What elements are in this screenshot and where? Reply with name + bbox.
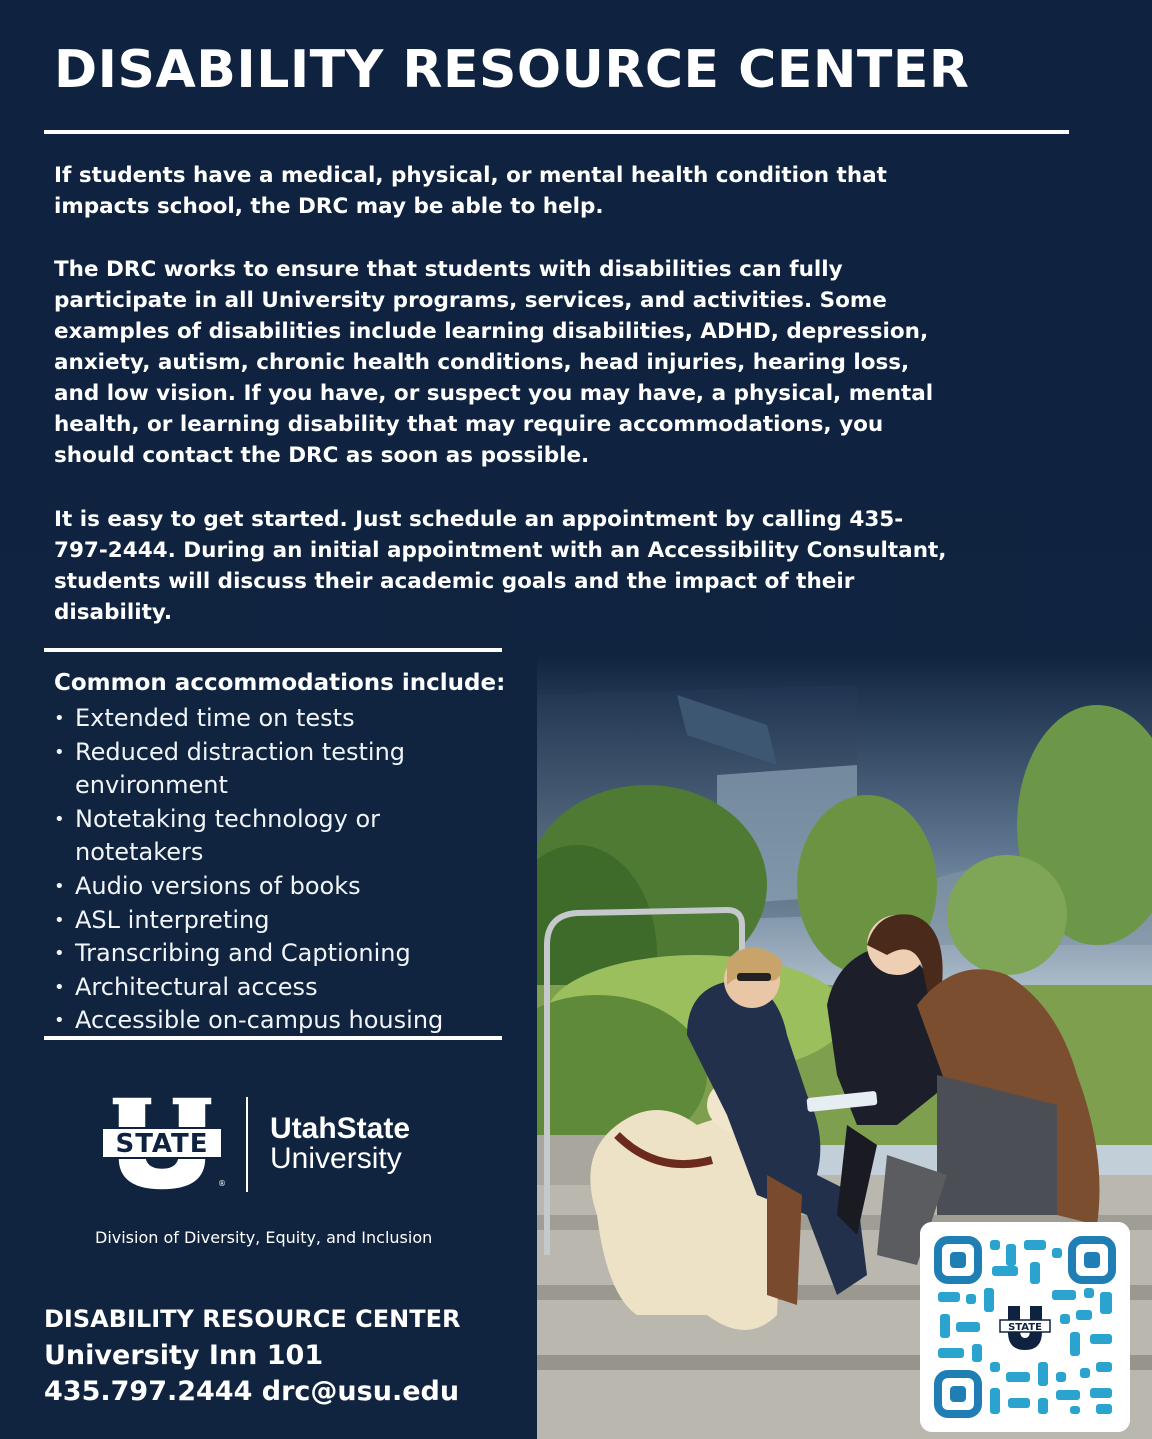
list-item — [54, 870, 514, 904]
svg-text:STATE: STATE — [1008, 1322, 1042, 1333]
list-item — [54, 702, 514, 736]
usu-wordmark — [270, 1114, 410, 1174]
svg-text:®: ® — [218, 1179, 226, 1188]
bullet-icon: • — [54, 909, 65, 931]
footer-contact: 435.797.2444 drc@usu.edu — [44, 1376, 460, 1407]
division-name: Division of Diversity, Equity, and Inclusion — [95, 1228, 433, 1247]
list-item-text: Architectural access — [75, 972, 318, 1001]
footer-location: University Inn 101 — [44, 1340, 324, 1371]
qr-code-icon — [920, 1222, 1130, 1432]
title-divider — [44, 130, 1069, 134]
list-item-text: Reduced distraction testing environment — [75, 737, 406, 800]
list-item — [54, 904, 514, 938]
bullet-icon: • — [54, 1010, 65, 1032]
bullet-icon: • — [54, 741, 65, 763]
svg-text:STATE: STATE — [115, 1129, 209, 1159]
list-item-text: Transcribing and Captioning — [75, 939, 411, 968]
accommodations-divider-top — [44, 648, 502, 652]
page-title: DISABILITY RESOURCE CENTER — [54, 40, 970, 100]
accommodations-heading: Common accommodations include: — [54, 670, 506, 696]
intro-paragraph-3: It is easy to get started. Just schedule an appointment by calling 435-797-2444. During an initial appointment with an Accessibility Consultant, students will discuss their academic goals and the impact of their disability. — [54, 507, 947, 625]
bullet-icon: • — [54, 976, 65, 998]
bullet-icon: • — [54, 808, 65, 830]
list-item — [54, 803, 514, 870]
list-item-text: Extended time on tests — [75, 704, 355, 732]
bullet-icon: • — [54, 875, 65, 897]
list-item — [54, 736, 514, 803]
intro-paragraph-2: The DRC works to ensure that students with disabilities can fully participate in all University programs, services, and activities. Some examples of disabilities include learning disabilities, ADHD, depression, anxiety, autism, chronic health conditions, head injuries, hearing loss, and low vision. If you have, or suspect you may have, a physical, mental health, or learning disability that may require accommodations, you should contact the DRC as soon as possible. — [54, 257, 934, 468]
list-item-text: Notetaking technology or notetakers — [75, 804, 381, 867]
list-item-text: ASL interpreting — [75, 905, 270, 934]
list-item-text: Accessible on-campus housing — [75, 1006, 444, 1035]
wordmark-line-2: University — [270, 1142, 402, 1175]
list-item — [54, 937, 514, 971]
list-item — [54, 971, 514, 1005]
intro-paragraph-1: If students have a medical, physical, or mental health condition that impacts school, the DRC may be able to help. — [54, 163, 887, 219]
list-item-text: Audio versions of books — [75, 871, 361, 900]
wordmark-line-1: UtahState — [270, 1112, 411, 1145]
list-item — [54, 1004, 514, 1038]
bullet-icon: • — [54, 708, 65, 729]
footer-title: DISABILITY RESOURCE CENTER — [44, 1305, 461, 1333]
accommodations-divider-bottom — [44, 1036, 502, 1040]
accommodations-list — [54, 702, 514, 1038]
bullet-icon: • — [54, 943, 65, 965]
logo-divider — [246, 1097, 248, 1192]
